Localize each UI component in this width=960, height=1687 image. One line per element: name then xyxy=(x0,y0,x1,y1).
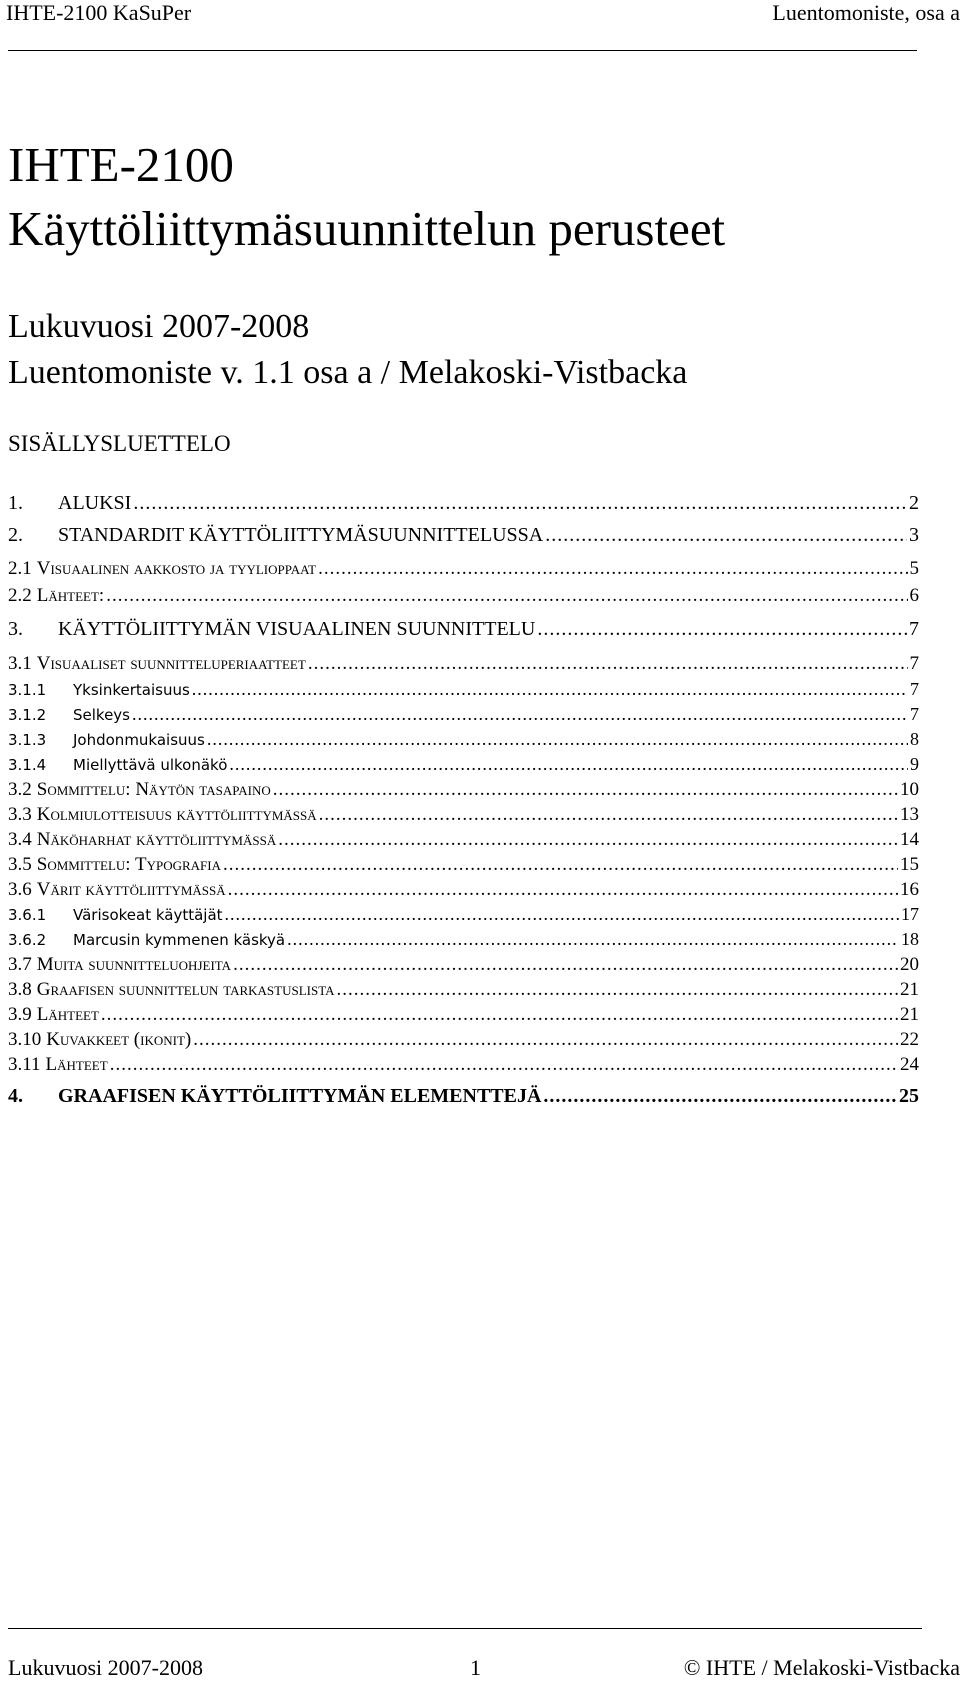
toc-number: 2. xyxy=(8,524,23,546)
toc-page: 20 xyxy=(900,954,919,975)
toc-label: Sommittelu: Typografia xyxy=(36,854,221,875)
toc-entry[interactable] xyxy=(8,491,919,515)
toc-page: 2 xyxy=(909,492,919,514)
toc-page: 24 xyxy=(900,1054,919,1075)
toc-leader xyxy=(101,1003,898,1026)
toc-page: 3 xyxy=(909,524,919,546)
toc-page: 25 xyxy=(899,1085,919,1107)
toc-number: 3.6 xyxy=(8,879,32,900)
toc-leader xyxy=(223,853,898,876)
toc-entry[interactable] xyxy=(8,1028,919,1051)
academic-year: Lukuvuosi 2007-2008 xyxy=(8,308,310,345)
toc-leader xyxy=(229,753,908,775)
toc-leader xyxy=(537,617,907,641)
toc-number: 3.10 xyxy=(8,1029,42,1050)
toc-leader xyxy=(193,1028,898,1051)
toc-entry[interactable] xyxy=(8,584,919,607)
footer-copyright: © IHTE / Melakoski-Vistbacka xyxy=(683,1655,960,1680)
toc-number: 3.4 xyxy=(8,829,32,850)
toc-number: 3.11 xyxy=(8,1054,41,1075)
toc-entry[interactable] xyxy=(8,753,919,776)
toc-number: 3.5 xyxy=(8,854,32,875)
toc-label: Graafisen suunnittelun tarkastuslista xyxy=(36,979,335,1000)
toc-page: 9 xyxy=(910,754,919,774)
toc-entry[interactable] xyxy=(8,523,919,547)
toc-label: KÄYTTÖLIITTYMÄN VISUAALINEN SUUNNITTELU xyxy=(58,618,536,640)
toc-number: 2.2 xyxy=(8,585,32,606)
toc-label: Visuaalinen aakkosto ja tyylioppaat xyxy=(36,558,317,579)
toc-page: 6 xyxy=(909,585,919,606)
toc-entry[interactable] xyxy=(8,903,919,926)
toc-leader xyxy=(133,491,907,515)
toc-number: 3.9 xyxy=(8,1004,32,1025)
toc-number: 3.7 xyxy=(8,954,32,975)
toc-entry[interactable] xyxy=(8,1053,919,1076)
toc-number: 3.2 xyxy=(8,779,32,800)
toc-page: 13 xyxy=(900,804,919,825)
toc-page: 21 xyxy=(900,979,919,1000)
toc-leader xyxy=(233,953,898,976)
toc-entry[interactable] xyxy=(8,953,919,976)
toc-number: 1. xyxy=(8,492,23,514)
header-rule xyxy=(8,50,917,51)
toc-leader xyxy=(337,978,898,1001)
toc-entry[interactable] xyxy=(8,853,919,876)
toc-page: 5 xyxy=(909,558,919,579)
toc-page: 10 xyxy=(900,779,919,800)
toc-page: 15 xyxy=(900,854,919,875)
toc-number: 4. xyxy=(8,1085,23,1107)
toc-page: 22 xyxy=(900,1029,919,1050)
toc-page: 17 xyxy=(901,904,919,924)
toc-label: Marcusin kymmenen käskyä xyxy=(73,931,286,949)
toc-label: Lähteet: xyxy=(36,585,105,606)
footer-rule xyxy=(8,1628,922,1629)
toc-label: ALUKSI xyxy=(58,492,132,514)
toc-label: Muita suunnitteluohjeita xyxy=(36,954,232,975)
toc-entry[interactable] xyxy=(8,928,919,951)
toc-leader xyxy=(207,728,908,750)
toc-entry[interactable] xyxy=(8,617,919,641)
toc-entry[interactable] xyxy=(8,828,919,851)
toc-label: Johdonmukaisuus xyxy=(73,731,205,749)
document-version: Luentomoniste v. 1.1 osa a / Melakoski-Vistbacka xyxy=(8,354,688,391)
toc-number: 3.1.1 xyxy=(8,681,47,699)
toc-entry[interactable] xyxy=(8,1003,919,1026)
toc-page: 21 xyxy=(900,1004,919,1025)
toc-entry[interactable] xyxy=(8,728,919,751)
toc-leader xyxy=(110,1053,898,1076)
toc-entry[interactable] xyxy=(8,878,919,901)
toc-leader xyxy=(228,878,898,901)
toc-leader xyxy=(308,652,908,675)
toc-heading: SISÄLLYSLUETTELO xyxy=(8,431,231,456)
toc-label: Selkeys xyxy=(73,706,130,724)
toc-number: 3.6.2 xyxy=(8,931,47,949)
toc-label: Yksinkertaisuus xyxy=(73,681,190,699)
toc-label: GRAAFISEN KÄYTTÖLIITTYMÄN ELEMENTTEJÄ xyxy=(58,1085,542,1107)
toc-label: Lähteet xyxy=(36,1004,99,1025)
toc-number: 3. xyxy=(8,618,23,640)
toc-label: Kolmiulotteisuus käyttöliittymässä xyxy=(36,804,317,825)
toc-leader xyxy=(132,703,908,725)
toc-leader xyxy=(318,557,907,580)
toc-entry[interactable] xyxy=(8,678,919,701)
toc-label: Värit käyttöliittymässä xyxy=(36,879,226,900)
document-title-code: IHTE-2100 xyxy=(8,137,234,192)
toc-label: Visuaaliset suunnitteluperiaatteet xyxy=(36,653,306,674)
toc-entry[interactable] xyxy=(8,652,919,675)
header-course-code: IHTE-2100 KaSuPer xyxy=(6,0,192,25)
toc-page: 16 xyxy=(900,879,919,900)
document-title: Käyttöliittymäsuunnittelun perusteet xyxy=(8,201,726,256)
header-document-name: Luentomoniste, osa a xyxy=(772,0,960,25)
toc-number: 3.3 xyxy=(8,804,32,825)
toc-number: 3.8 xyxy=(8,979,32,1000)
toc-page: 18 xyxy=(901,929,919,949)
toc-leader xyxy=(319,803,898,826)
toc-label: Sommittelu: Näytön tasapaino xyxy=(36,779,271,800)
footer-academic-year: Lukuvuosi 2007-2008 xyxy=(8,1655,203,1680)
toc-label: STANDARDIT KÄYTTÖLIITTYMÄSUUNNITTELUSSA xyxy=(58,524,544,546)
toc-entry[interactable] xyxy=(8,557,919,580)
toc-leader xyxy=(543,1084,897,1108)
toc-leader xyxy=(192,678,908,700)
toc-leader xyxy=(545,523,907,547)
toc-number: 3.1.3 xyxy=(8,731,47,749)
toc-leader xyxy=(278,828,898,851)
toc-label: Miellyttävä ulkonäkö xyxy=(73,756,228,774)
toc-leader xyxy=(106,584,907,607)
toc-page: 7 xyxy=(910,704,919,724)
toc-number: 3.1 xyxy=(8,653,32,674)
toc-leader xyxy=(273,778,898,801)
toc-entry[interactable] xyxy=(8,703,919,726)
toc-number: 2.1 xyxy=(8,558,32,579)
toc-entry[interactable] xyxy=(8,803,919,826)
toc-page: 7 xyxy=(909,618,919,640)
toc-page: 14 xyxy=(900,829,919,850)
page-number: 1 xyxy=(470,1655,481,1680)
toc-number: 3.1.4 xyxy=(8,756,47,774)
toc-entry[interactable] xyxy=(8,1084,919,1108)
toc-page: 7 xyxy=(909,653,919,674)
toc-leader xyxy=(225,903,899,925)
toc-leader xyxy=(287,928,899,950)
toc-label: Kuvakkeet (ikonit) xyxy=(46,1029,192,1050)
toc-entry[interactable] xyxy=(8,778,919,801)
toc-label: Lähteet xyxy=(45,1054,108,1075)
toc-label: Näköharhat käyttöliittymässä xyxy=(36,829,277,850)
toc-label: Värisokeat käyttäjät xyxy=(73,906,223,924)
toc-page: 7 xyxy=(910,679,919,699)
toc-page: 8 xyxy=(910,729,919,749)
toc-entry[interactable] xyxy=(8,978,919,1001)
toc-number: 3.1.2 xyxy=(8,706,47,724)
toc-number: 3.6.1 xyxy=(8,906,47,924)
